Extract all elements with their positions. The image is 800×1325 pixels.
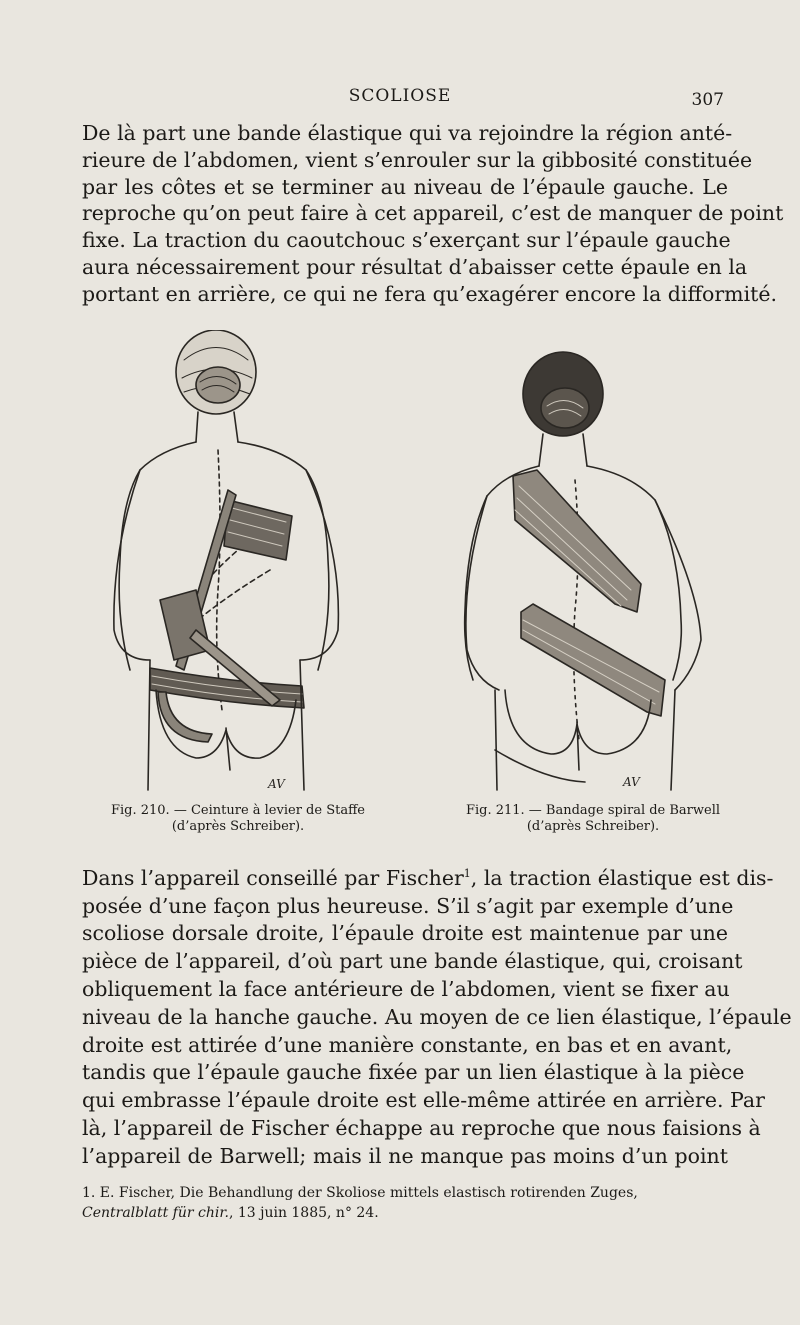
- text-line: par les côtes et se terminer au niveau de l’épaule gauche. Le: [82, 174, 728, 199]
- caption-line: (d’après Schreiber).: [526, 819, 660, 834]
- text-line: portant en arrière, ce qui ne fera qu’exagérer encore la difformité.: [82, 281, 778, 306]
- paragraph-2: [82, 860, 792, 1171]
- footnote-line: 1. E. Fischer, Die Behandlung der Skoliose mittels elastisch rotirenden Zuges,: [82, 1185, 638, 1201]
- text-line: fixe. La traction du caoutchouc s’exerçant sur l’épaule gauche: [82, 228, 731, 253]
- text-run: , la traction élastique est dis-: [470, 865, 774, 890]
- text-line: scoliose dorsale droite, l’épaule droite est maintenue par une: [82, 921, 728, 946]
- text-run: Dans l’appareil conseillé par Fischer: [82, 865, 464, 890]
- running-title: SCOLIOSE: [348, 86, 452, 106]
- figure-211-illustration: [455, 350, 725, 800]
- text-line: qui embrasse l’épaule droite est elle-même attirée en arrière. Par: [82, 1088, 765, 1113]
- text-line: [82, 860, 774, 893]
- page-number: 307: [691, 90, 724, 110]
- text-line: tandis que l’épaule gauche fixée par un lien élastique à la pièce: [82, 1060, 745, 1085]
- figure-210-signature: AV: [268, 777, 285, 791]
- text-line: De là part une bande élastique qui va rejoindre la région anté-: [82, 121, 733, 145]
- paragraph-1: [82, 120, 784, 308]
- text-line: niveau de la hanche gauche. Au moyen de ce lien élastique, l’épaule: [82, 1004, 792, 1029]
- text-line: là, l’appareil de Fischer échappe au reproche que nous faisions à: [82, 1116, 761, 1140]
- text-line: aura nécessairement pour résultat d’abaisser cette épaule en la: [82, 254, 748, 279]
- text-line: droite est attirée d’une manière constante, en bas et en avant,: [82, 1032, 733, 1057]
- journal-title: Centralblatt für chir.: [82, 1205, 229, 1221]
- text-line: rieure de l’abdomen, vient s’enrouler sur la gibbosité constituée: [82, 147, 753, 172]
- figure-211-caption: [448, 803, 738, 835]
- footnote: [82, 1183, 728, 1223]
- running-head: [0, 84, 800, 114]
- text-run: , 13 juin 1885, n° 24.: [228, 1205, 379, 1221]
- caption-line: Fig. 211. — Bandage spiral de Barwell: [465, 803, 721, 818]
- footnote-line: [82, 1203, 728, 1223]
- text-line: obliquement la face antérieure de l’abdomen, vient se fixer au: [82, 977, 730, 1002]
- caption-line: Fig. 210. — Ceinture à levier de Staffe: [110, 803, 365, 818]
- figure-210-illustration: [100, 330, 370, 800]
- text-line: pièce de l’appareil, d’où part une bande élastique, qui, croisant: [82, 949, 743, 974]
- caption-line: (d’après Schreiber).: [171, 819, 305, 834]
- text-line: l’appareil de Barwell; mais il ne manque pas moins d’un point: [82, 1143, 728, 1168]
- text-line: reproche qu’on peut faire à cet appareil, c’est de manquer de point: [82, 201, 784, 226]
- figure-210-caption: [98, 803, 378, 835]
- figure-211-drawing: [455, 350, 725, 800]
- figure-210-drawing: [100, 330, 370, 800]
- footnote-marker: 1: [463, 867, 471, 880]
- figure-211-signature: AV: [623, 775, 640, 789]
- text-line: posée d’une façon plus heureuse. S’il s’agit par exemple d’une: [82, 893, 734, 918]
